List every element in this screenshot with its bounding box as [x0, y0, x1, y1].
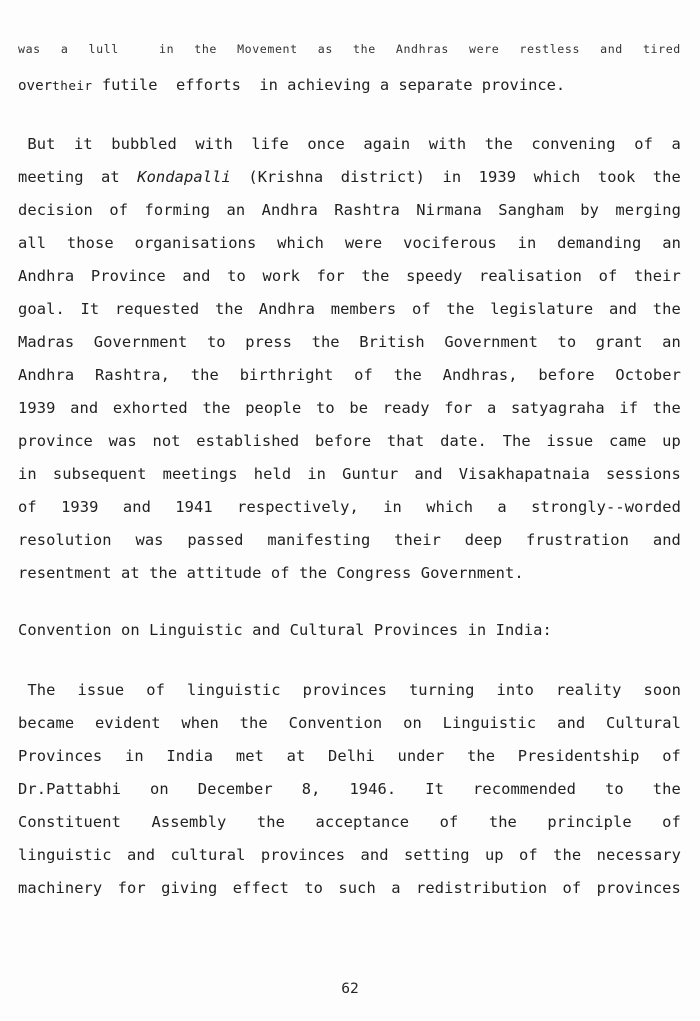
word: was: [18, 42, 41, 56]
word: their: [394, 531, 441, 549]
page-number: 62: [341, 980, 359, 997]
word: deep: [464, 531, 503, 549]
word: setting: [404, 846, 470, 864]
word: press: [245, 333, 293, 351]
word: sessions: [605, 465, 681, 483]
text-line-words: [18, 201, 681, 220]
word: at: [101, 168, 120, 186]
text-line-p2-l3: [18, 201, 681, 220]
text-line-words: [18, 681, 681, 700]
word: linguistic: [18, 846, 112, 864]
word: and: [608, 300, 638, 318]
word: the: [361, 267, 390, 285]
word: realisation: [479, 267, 583, 285]
word: to: [605, 780, 624, 798]
word: Guntur: [342, 465, 399, 483]
text-line-p3-l3: [18, 747, 681, 766]
word: Government: [444, 333, 538, 351]
text-line-p2-l4: [18, 234, 681, 253]
word: provinces: [302, 681, 387, 699]
word: requested: [114, 300, 200, 318]
word: which: [426, 498, 474, 516]
word: Rashtra: [334, 201, 400, 219]
text-segment: their: [52, 78, 93, 93]
word: and: [122, 498, 151, 516]
text-line-words: [18, 780, 681, 799]
word: necessary: [596, 846, 681, 864]
word: of: [354, 366, 373, 384]
word: in: [307, 465, 327, 483]
word: evident: [95, 714, 161, 732]
word: for: [316, 267, 345, 285]
word: of: [439, 813, 459, 831]
word: issue: [546, 432, 594, 450]
word: the: [214, 300, 244, 318]
word: and: [182, 267, 211, 285]
text-line-p3-l4: [18, 780, 681, 799]
text-line-words: [18, 234, 681, 253]
word: grant: [595, 333, 643, 351]
word: speedy: [406, 267, 463, 285]
word: meetings: [162, 465, 238, 483]
word: provinces: [260, 846, 346, 864]
word: province: [18, 432, 93, 450]
word: resolution: [18, 531, 112, 549]
text-line-p3-l6: [18, 846, 681, 865]
word: October: [615, 366, 681, 384]
word: before: [315, 432, 372, 450]
text-line-p2-l10: [18, 432, 681, 451]
word: to: [304, 879, 324, 897]
word: the: [652, 300, 681, 318]
word: when: [181, 714, 219, 732]
word: the: [467, 747, 496, 765]
word: Province: [90, 267, 166, 285]
word: the: [652, 780, 681, 798]
word: satyagraha: [511, 399, 605, 417]
word: Linguistic: [442, 714, 537, 732]
word: with: [428, 135, 467, 153]
word: convening: [531, 135, 616, 153]
text-line-words: [18, 498, 681, 517]
word: meeting: [18, 168, 84, 186]
text-line-words: [18, 399, 681, 418]
word: of: [662, 747, 681, 765]
word: turning: [408, 681, 475, 699]
word: Madras: [18, 333, 75, 351]
word: of: [598, 267, 618, 285]
section-heading: Convention on Linguistic and Cultural Provinces in India:: [18, 621, 552, 639]
word: effect: [232, 879, 289, 897]
word: Cultural: [606, 714, 681, 732]
word: an: [226, 201, 246, 219]
word: respectively,: [237, 498, 359, 516]
word: recommended: [473, 780, 577, 798]
text-line-p3-l1: [18, 681, 681, 700]
text-line-words: [18, 42, 681, 56]
word: all: [18, 234, 47, 252]
word: Kondapalli: [137, 168, 231, 186]
word: Visakhapatnaia: [458, 465, 590, 483]
word: The: [502, 432, 531, 450]
word: It: [80, 300, 100, 318]
word: to: [316, 399, 335, 417]
word: machinery: [18, 879, 103, 897]
word: forming: [144, 201, 211, 219]
word: of: [411, 300, 431, 318]
word: reality: [555, 681, 622, 699]
text-line-words: [18, 747, 681, 766]
word: to: [227, 267, 246, 285]
word: Movement: [237, 42, 298, 56]
text-line-p3-l5: [18, 813, 681, 832]
word: and: [652, 531, 681, 549]
word: life: [251, 135, 289, 153]
word: work: [262, 267, 301, 285]
word: district): [340, 168, 426, 186]
word: merging: [615, 201, 681, 219]
text-line-words: [18, 135, 681, 154]
word: the: [652, 399, 681, 417]
word: soon: [643, 681, 681, 699]
word: organisations: [134, 234, 257, 252]
word: passed: [187, 531, 244, 549]
word: principle: [547, 813, 632, 831]
text-line-words: [18, 465, 681, 484]
word: Presidentship: [517, 747, 640, 765]
text-segment: over: [18, 78, 53, 94]
text-line-words: [18, 300, 681, 319]
word: issue: [77, 681, 125, 699]
word: The: [18, 681, 56, 699]
word: the: [194, 42, 217, 56]
word: the: [311, 333, 340, 351]
word: legislature: [490, 300, 594, 318]
text-line-words: [18, 333, 681, 352]
word: Constituent: [18, 813, 122, 831]
word: up: [484, 846, 504, 864]
word: in: [442, 168, 462, 186]
word: acceptance: [315, 813, 410, 831]
word: strongly--worded: [531, 498, 681, 516]
text-line-words: [18, 846, 681, 865]
text-line-words: [18, 168, 681, 187]
text-line-words: [18, 366, 681, 385]
word: redistribution: [416, 879, 548, 897]
word: linguistic: [187, 681, 281, 699]
word: of: [662, 813, 681, 831]
word: 8,: [301, 780, 321, 798]
word: and: [557, 714, 586, 732]
text-segment: futile efforts in achieving a separate province.: [92, 76, 566, 94]
word: the: [652, 168, 681, 186]
word: of: [109, 201, 129, 219]
word: on: [150, 780, 169, 798]
text-line-p2-l8: [18, 366, 681, 385]
word: the: [190, 366, 219, 384]
word: restless: [519, 42, 581, 56]
word: in: [158, 42, 175, 56]
word: British: [359, 333, 425, 351]
word: established: [196, 432, 300, 450]
word: and: [70, 399, 99, 417]
word: in: [383, 498, 402, 516]
word: once: [307, 135, 345, 153]
word: a: [487, 399, 497, 417]
word: 1939: [61, 498, 99, 516]
word: goal.: [18, 300, 65, 318]
word: a: [391, 879, 401, 897]
word: birthright: [239, 366, 334, 384]
word: Delhi: [328, 747, 375, 765]
text-line-p2-l7: [18, 333, 681, 352]
word: of: [18, 498, 37, 516]
word: in: [124, 747, 144, 765]
text-line-words: [18, 267, 681, 286]
word: people: [245, 399, 302, 417]
word: for: [444, 399, 473, 417]
word: a: [497, 498, 507, 516]
word: which: [277, 234, 324, 252]
text-line-p2-l5: [18, 267, 681, 286]
word: the: [488, 813, 517, 831]
text-line-words: [18, 879, 681, 898]
word: But: [18, 135, 56, 153]
word: which: [533, 168, 581, 186]
word: India: [166, 747, 214, 765]
word: with: [195, 135, 233, 153]
word: frustration: [526, 531, 630, 549]
word: became: [18, 714, 75, 732]
text-line-p2-l11: [18, 465, 681, 484]
word: and: [414, 465, 443, 483]
word: the: [239, 714, 268, 732]
word: be: [349, 399, 369, 417]
text-line-p2-l9: [18, 399, 681, 418]
word: met: [235, 747, 264, 765]
word: Provinces: [18, 747, 103, 765]
word: Rashtra,: [95, 366, 170, 384]
word: bubbled: [111, 135, 177, 153]
word: in: [18, 465, 37, 483]
word: 1946.: [349, 780, 397, 798]
word: demanding: [557, 234, 642, 252]
word: an: [662, 234, 681, 252]
word: subsequent: [52, 465, 147, 483]
word: in: [517, 234, 537, 252]
word: if: [619, 399, 639, 417]
word: 1939: [18, 399, 56, 417]
word: (Krishna: [248, 168, 324, 186]
word: Government: [93, 333, 188, 351]
text-line-words: [18, 813, 681, 832]
word: by: [580, 201, 599, 219]
word: It: [425, 780, 445, 798]
word: Andhras: [395, 42, 449, 56]
word: date.: [440, 432, 487, 450]
word: 1941: [175, 498, 213, 516]
word: again: [363, 135, 411, 153]
word: the: [446, 300, 475, 318]
word: of: [562, 879, 582, 897]
word: held: [253, 465, 292, 483]
word: provinces: [596, 879, 681, 897]
word: not: [152, 432, 181, 450]
text-line-p1-l1: [18, 42, 681, 56]
word: were: [469, 42, 500, 56]
word: Sangham: [498, 201, 564, 219]
word: to: [206, 333, 226, 351]
text-line-p2-l13: [18, 531, 681, 550]
word: the: [353, 42, 376, 56]
word: before: [538, 366, 595, 384]
word: the: [393, 366, 422, 384]
word: a: [60, 42, 69, 56]
word: Andhra: [18, 267, 75, 285]
word: Andhra: [18, 366, 75, 384]
word: and: [360, 846, 389, 864]
word: December: [197, 780, 273, 798]
word: exhorted: [112, 399, 188, 417]
word: into: [496, 681, 534, 699]
word: 1939: [478, 168, 517, 186]
word: lull: [88, 42, 119, 56]
word: an: [662, 333, 681, 351]
word: the: [484, 135, 513, 153]
word: vociferous: [403, 234, 497, 252]
word: ready: [382, 399, 430, 417]
word: under: [397, 747, 445, 765]
word: giving: [161, 879, 218, 897]
word: of: [634, 135, 653, 153]
word: Convention: [288, 714, 383, 732]
word: of: [146, 681, 166, 699]
text-line-p2-l12: [18, 498, 681, 517]
word: manifesting: [267, 531, 371, 549]
text-line-p2-l2: [18, 168, 681, 187]
word: came: [608, 432, 647, 450]
text-line-words: [18, 531, 681, 550]
word: the: [202, 399, 231, 417]
word: members: [330, 300, 397, 318]
word: on: [403, 714, 422, 732]
text-line-words: [18, 432, 681, 451]
word: and: [600, 42, 623, 56]
word: as: [317, 42, 333, 56]
word: was: [108, 432, 137, 450]
word: was: [135, 531, 164, 549]
text-line-p2-l1: [18, 135, 681, 154]
text-line-p2-l14: resentment at the attitude of the Congress Government.: [18, 564, 524, 582]
word: their: [634, 267, 681, 285]
word: and: [127, 846, 156, 864]
word: took: [597, 168, 636, 186]
word: were: [344, 234, 383, 252]
word: Assembly: [151, 813, 227, 831]
text-line-p1-l2: [18, 75, 681, 96]
word: up: [662, 432, 681, 450]
word: cultural: [170, 846, 246, 864]
word: those: [66, 234, 114, 252]
word: Dr.Pattabhi: [18, 780, 122, 798]
word: at: [286, 747, 306, 765]
word: tired: [642, 42, 681, 56]
word: for: [117, 879, 146, 897]
word: Nirmana: [416, 201, 482, 219]
word: the: [256, 813, 286, 831]
text-line-p3-l2: [18, 714, 681, 733]
word: Andhras,: [442, 366, 518, 384]
word: decision: [18, 201, 93, 219]
text-line-p2-l6: [18, 300, 681, 319]
word: such: [338, 879, 376, 897]
text-line-words: [18, 714, 681, 733]
word: of: [519, 846, 538, 864]
word: Andhra: [258, 300, 315, 318]
word: a: [671, 135, 681, 153]
word: the: [553, 846, 582, 864]
word: it: [74, 135, 93, 153]
text-line-p3-l7: [18, 879, 681, 898]
word: that: [386, 432, 425, 450]
word: Andhra: [261, 201, 318, 219]
word: to: [557, 333, 577, 351]
